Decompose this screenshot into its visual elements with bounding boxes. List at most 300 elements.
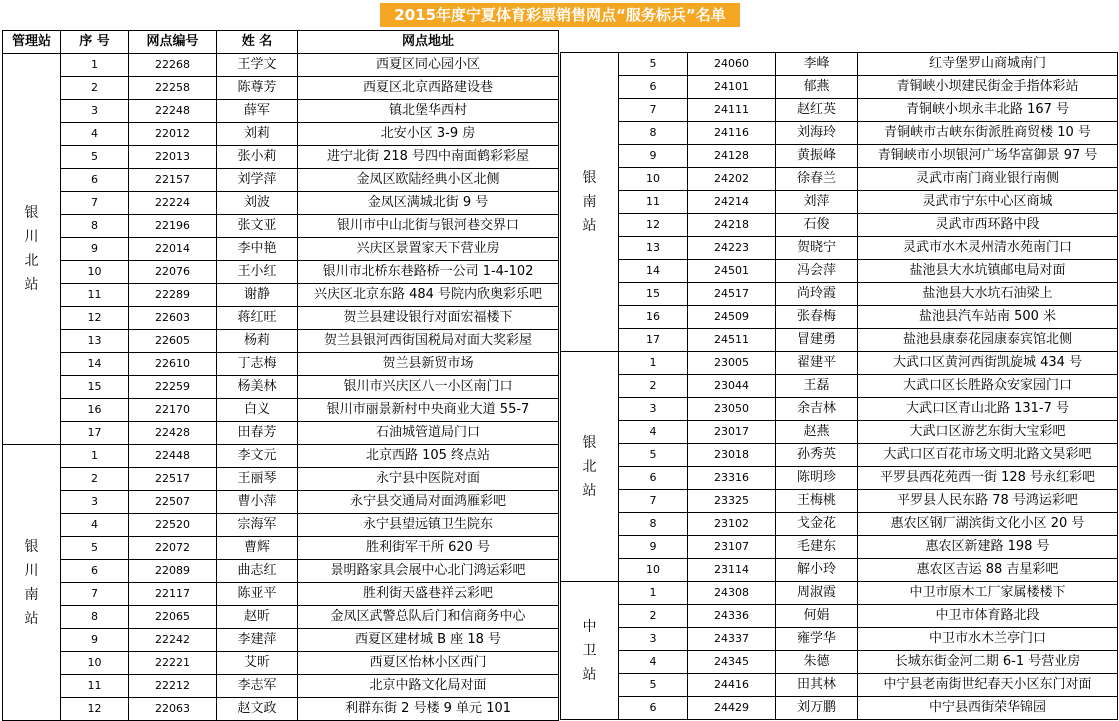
code-cell: 22089: [129, 560, 217, 583]
right-table: [560, 52, 1118, 720]
station-label: 中卫站: [582, 618, 597, 683]
seq-cell: 4: [619, 651, 688, 674]
seq-cell: 2: [619, 605, 688, 628]
table-row: [561, 467, 1118, 490]
name-cell: 曹辉: [217, 537, 298, 560]
name-cell: 赵文政: [217, 698, 298, 721]
table-row: [561, 168, 1118, 191]
table-row: [561, 122, 1118, 145]
table-row: [3, 146, 559, 169]
right-body: [561, 53, 1118, 720]
name-cell: 孙秀英: [776, 444, 858, 467]
name-cell: 谢静: [217, 284, 298, 307]
seq-cell: 2: [61, 468, 129, 491]
seq-cell: 8: [61, 215, 129, 238]
table-row: [561, 559, 1118, 582]
code-cell: 22448: [129, 445, 217, 468]
code-cell: 24337: [688, 628, 776, 651]
name-cell: 蒋红旺: [217, 307, 298, 330]
address-cell: 中卫市原木工厂家属楼楼下: [858, 582, 1118, 605]
seq-cell: 3: [61, 491, 129, 514]
table-row: [3, 652, 559, 675]
table-row: [3, 560, 559, 583]
code-cell: 24501: [688, 260, 776, 283]
address-cell: 大武口区青山北路 131-7 号: [858, 398, 1118, 421]
table-row: [561, 628, 1118, 651]
address-cell: 贺兰县建设银行对面宏福楼下: [298, 307, 559, 330]
table-row: [3, 537, 559, 560]
table-row: [3, 606, 559, 629]
table-row: [3, 284, 559, 307]
seq-cell: 1: [61, 54, 129, 77]
name-cell: 解小玲: [776, 559, 858, 582]
code-cell: 22242: [129, 629, 217, 652]
name-cell: 刘莉: [217, 123, 298, 146]
seq-cell: 13: [61, 330, 129, 353]
name-cell: 陈尊芳: [217, 77, 298, 100]
table-row: [3, 514, 559, 537]
seq-cell: 6: [619, 697, 688, 720]
seq-cell: 7: [619, 490, 688, 513]
seq-cell: 8: [619, 122, 688, 145]
name-cell: 张小莉: [217, 146, 298, 169]
table-row: [561, 398, 1118, 421]
table-row: [561, 513, 1118, 536]
table-row: [3, 583, 559, 606]
name-cell: 冯会萍: [776, 260, 858, 283]
address-cell: 大武口区黄河西街凯旋城 434 号: [858, 352, 1118, 375]
code-cell: 24308: [688, 582, 776, 605]
code-cell: 24517: [688, 283, 776, 306]
seq-cell: 8: [61, 606, 129, 629]
address-cell: 兴庆区北京东路 484 号院内欣奥彩乐吧: [298, 284, 559, 307]
address-cell: 西夏区建材城 B 座 18 号: [298, 629, 559, 652]
seq-cell: 10: [619, 168, 688, 191]
seq-cell: 11: [619, 191, 688, 214]
address-cell: 西夏区同心园小区: [298, 54, 559, 77]
address-cell: 中卫市体育路北段: [858, 605, 1118, 628]
station-label: 银川北站: [24, 205, 39, 293]
name-cell: 王丽琴: [217, 468, 298, 491]
name-cell: 毛建东: [776, 536, 858, 559]
table-row: [561, 191, 1118, 214]
code-cell: 24416: [688, 674, 776, 697]
name-cell: 宗海军: [217, 514, 298, 537]
address-cell: 银川市丽景新村中央商业大道 55-7: [298, 399, 559, 422]
seq-cell: 5: [619, 53, 688, 76]
table-row: [561, 214, 1118, 237]
address-cell: 灵武市宁东中心区商城: [858, 191, 1118, 214]
name-cell: 徐春兰: [776, 168, 858, 191]
address-cell: 灵武市水木灵州清水苑南门口: [858, 237, 1118, 260]
address-cell: 青铜峡小坝永丰北路 167 号: [858, 99, 1118, 122]
seq-cell: 7: [61, 192, 129, 215]
address-cell: 银川市中山北街与银河巷交界口: [298, 215, 559, 238]
code-cell: 24511: [688, 329, 776, 352]
table-row: [3, 422, 559, 445]
table-row: [3, 675, 559, 698]
address-cell: 北京西路 105 终点站: [298, 445, 559, 468]
table-row: [3, 238, 559, 261]
name-cell: 石俊: [776, 214, 858, 237]
name-cell: 陈明珍: [776, 467, 858, 490]
table-row: [561, 674, 1118, 697]
seq-cell: 5: [61, 146, 129, 169]
address-cell: 永宁县中医院对面: [298, 468, 559, 491]
name-cell: 王小红: [217, 261, 298, 284]
table-row: [561, 605, 1118, 628]
page-title: 2015年度宁夏体育彩票销售网点“服务标兵”名单: [380, 3, 740, 27]
left-body: [3, 54, 559, 721]
code-cell: 22507: [129, 491, 217, 514]
header-row: [3, 31, 559, 54]
name-cell: 白义: [217, 399, 298, 422]
name-cell: 赵燕: [776, 421, 858, 444]
name-cell: 李建萍: [217, 629, 298, 652]
name-cell: 贺晓宁: [776, 237, 858, 260]
table-row: [561, 352, 1118, 375]
table-row: [3, 77, 559, 100]
seq-cell: 6: [61, 560, 129, 583]
address-cell: 石油城管道局门口: [298, 422, 559, 445]
code-cell: 22259: [129, 376, 217, 399]
code-cell: 22248: [129, 100, 217, 123]
code-cell: 22603: [129, 307, 217, 330]
name-cell: 田春芳: [217, 422, 298, 445]
seq-cell: 12: [619, 214, 688, 237]
table-row: [561, 53, 1118, 76]
table-row: [561, 490, 1118, 513]
address-cell: 利群东街 2 号楼 9 单元 101: [298, 698, 559, 721]
name-cell: 赵昕: [217, 606, 298, 629]
name-cell: 杨莉: [217, 330, 298, 353]
code-cell: 22517: [129, 468, 217, 491]
code-cell: 22076: [129, 261, 217, 284]
seq-cell: 6: [61, 169, 129, 192]
name-cell: 丁志梅: [217, 353, 298, 376]
address-cell: 青铜峡小坝建民街金手指体彩站: [858, 76, 1118, 99]
code-cell: 23107: [688, 536, 776, 559]
seq-cell: 9: [61, 629, 129, 652]
address-cell: 灵武市西环路中段: [858, 214, 1118, 237]
seq-cell: 3: [619, 398, 688, 421]
code-cell: 23325: [688, 490, 776, 513]
address-cell: 银川市北桥东巷路桥一公司 1-4-102: [298, 261, 559, 284]
code-cell: 24223: [688, 237, 776, 260]
code-cell: 22428: [129, 422, 217, 445]
address-cell: 永宁县望远镇卫生院东: [298, 514, 559, 537]
code-cell: 24218: [688, 214, 776, 237]
station-label: 银北站: [582, 434, 597, 499]
address-cell: 惠农区新建路 198 号: [858, 536, 1118, 559]
table-row: [3, 445, 559, 468]
address-cell: 贺兰县银河西街国税局对面大奖彩屋: [298, 330, 559, 353]
seq-cell: 7: [61, 583, 129, 606]
name-cell: 陈亚平: [217, 583, 298, 606]
address-cell: 惠农区吉运 88 吉星彩吧: [858, 559, 1118, 582]
name-cell: 刘波: [217, 192, 298, 215]
seq-cell: 14: [619, 260, 688, 283]
address-cell: 镇北堡华西村: [298, 100, 559, 123]
code-cell: 24116: [688, 122, 776, 145]
code-cell: 22157: [129, 169, 217, 192]
name-cell: 田其林: [776, 674, 858, 697]
seq-cell: 9: [619, 145, 688, 168]
address-cell: 中宁县老南街世纪春天小区东门对面: [858, 674, 1118, 697]
table-row: [3, 491, 559, 514]
address-cell: 长城东街金河二期 6-1 号营业房: [858, 651, 1118, 674]
code-cell: 23018: [688, 444, 776, 467]
code-cell: 22268: [129, 54, 217, 77]
table-row: [3, 629, 559, 652]
left-table: [2, 30, 559, 721]
table-row: [561, 283, 1118, 306]
station-label: 银川南站: [24, 538, 39, 627]
seq-cell: 9: [61, 238, 129, 261]
header-seq: 序 号: [61, 31, 129, 54]
name-cell: 艾昕: [217, 652, 298, 675]
address-cell: 贺兰县新贸市场: [298, 353, 559, 376]
code-cell: 23102: [688, 513, 776, 536]
name-cell: 何娟: [776, 605, 858, 628]
table-row: [3, 54, 559, 77]
seq-cell: 2: [61, 77, 129, 100]
name-cell: 郁燕: [776, 76, 858, 99]
seq-cell: 4: [619, 421, 688, 444]
address-cell: 盐池县大水坑镇邮电局对面: [858, 260, 1118, 283]
header-name: 姓 名: [217, 31, 298, 54]
address-cell: 永宁县交通局对面鸿雁彩吧: [298, 491, 559, 514]
code-cell: 22196: [129, 215, 217, 238]
table-row: [3, 100, 559, 123]
address-cell: 中卫市水木兰亭门口: [858, 628, 1118, 651]
seq-cell: 15: [619, 283, 688, 306]
seq-cell: 9: [619, 536, 688, 559]
address-cell: 盐池县汽车站南 500 米: [858, 306, 1118, 329]
table-row: [3, 330, 559, 353]
name-cell: 薛军: [217, 100, 298, 123]
code-cell: 22610: [129, 353, 217, 376]
table-row: [3, 353, 559, 376]
code-cell: 22212: [129, 675, 217, 698]
code-cell: 24111: [688, 99, 776, 122]
seq-cell: 7: [619, 99, 688, 122]
code-cell: 24128: [688, 145, 776, 168]
station-cell: [561, 352, 619, 582]
station-cell: [561, 582, 619, 720]
code-cell: 22012: [129, 123, 217, 146]
table-row: [561, 444, 1118, 467]
code-cell: 24509: [688, 306, 776, 329]
table-row: [3, 215, 559, 238]
name-cell: 刘万鹏: [776, 697, 858, 720]
code-cell: 22065: [129, 606, 217, 629]
code-cell: 24060: [688, 53, 776, 76]
seq-cell: 5: [619, 674, 688, 697]
table-row: [561, 651, 1118, 674]
station-label: 银南站: [582, 170, 597, 234]
table-row: [561, 260, 1118, 283]
seq-cell: 16: [619, 306, 688, 329]
header-code: 网点编号: [129, 31, 217, 54]
name-cell: 戈金花: [776, 513, 858, 536]
address-cell: 红寺堡罗山商城南门: [858, 53, 1118, 76]
name-cell: 曹小萍: [217, 491, 298, 514]
table-row: [3, 399, 559, 422]
seq-cell: 8: [619, 513, 688, 536]
seq-cell: 3: [61, 100, 129, 123]
address-cell: 西夏区怡林小区西门: [298, 652, 559, 675]
table-row: [3, 307, 559, 330]
address-cell: 平罗县人民东路 78 号鸿运彩吧: [858, 490, 1118, 513]
code-cell: 22117: [129, 583, 217, 606]
seq-cell: 2: [619, 375, 688, 398]
address-cell: 平罗县西花苑西一街 128 号永红彩吧: [858, 467, 1118, 490]
name-cell: 尚玲霞: [776, 283, 858, 306]
address-cell: 盐池县康泰花园康泰宾馆北侧: [858, 329, 1118, 352]
address-cell: 大武口区百花市场文明北路文昊彩吧: [858, 444, 1118, 467]
name-cell: 雍学华: [776, 628, 858, 651]
address-cell: 北安小区 3-9 房: [298, 123, 559, 146]
code-cell: 22605: [129, 330, 217, 353]
code-cell: 24336: [688, 605, 776, 628]
address-cell: 金凤区欧陆经典小区北侧: [298, 169, 559, 192]
code-cell: 24101: [688, 76, 776, 99]
name-cell: 李志军: [217, 675, 298, 698]
name-cell: 张文亚: [217, 215, 298, 238]
name-cell: 赵红英: [776, 99, 858, 122]
address-cell: 金凤区武警总队后门和信商务中心: [298, 606, 559, 629]
seq-cell: 17: [619, 329, 688, 352]
name-cell: 刘海玲: [776, 122, 858, 145]
code-cell: 24202: [688, 168, 776, 191]
seq-cell: 3: [619, 628, 688, 651]
header-address: 网点地址: [298, 31, 559, 54]
table-row: [561, 582, 1118, 605]
address-cell: 银川市兴庆区八一小区南门口: [298, 376, 559, 399]
header-station: 管理站: [3, 31, 61, 54]
table-row: [3, 698, 559, 721]
seq-cell: 11: [61, 284, 129, 307]
code-cell: 24345: [688, 651, 776, 674]
name-cell: 李文元: [217, 445, 298, 468]
address-cell: 青铜峡市古峡东街派胜商贸楼 10 号: [858, 122, 1118, 145]
code-cell: 22520: [129, 514, 217, 537]
address-cell: 西夏区北京西路建设巷: [298, 77, 559, 100]
seq-cell: 13: [619, 237, 688, 260]
name-cell: 刘萍: [776, 191, 858, 214]
code-cell: 23050: [688, 398, 776, 421]
seq-cell: 5: [61, 537, 129, 560]
name-cell: 刘学萍: [217, 169, 298, 192]
address-cell: 兴庆区景置家天下营业房: [298, 238, 559, 261]
code-cell: 23017: [688, 421, 776, 444]
code-cell: 22014: [129, 238, 217, 261]
code-cell: 22221: [129, 652, 217, 675]
seq-cell: 17: [61, 422, 129, 445]
seq-cell: 5: [619, 444, 688, 467]
address-cell: 北京中路文化局对面: [298, 675, 559, 698]
code-cell: 23044: [688, 375, 776, 398]
name-cell: 张春梅: [776, 306, 858, 329]
table-row: [561, 536, 1118, 559]
table-row: [3, 261, 559, 284]
name-cell: 杨美林: [217, 376, 298, 399]
table-row: [561, 99, 1118, 122]
table-row: [3, 169, 559, 192]
seq-cell: 1: [619, 352, 688, 375]
address-cell: 灵武市南门商业银行南侧: [858, 168, 1118, 191]
code-cell: 22063: [129, 698, 217, 721]
name-cell: 李中艳: [217, 238, 298, 261]
code-cell: 22289: [129, 284, 217, 307]
code-cell: 23005: [688, 352, 776, 375]
table-row: [561, 375, 1118, 398]
address-cell: 景明路家具会展中心北门鸿运彩吧: [298, 560, 559, 583]
seq-cell: 10: [619, 559, 688, 582]
table-row: [561, 306, 1118, 329]
table-row: [561, 697, 1118, 720]
code-cell: 22013: [129, 146, 217, 169]
address-cell: 大武口区长胜路众安家园门口: [858, 375, 1118, 398]
address-cell: 中宁县西街荣华锦园: [858, 697, 1118, 720]
address-cell: 金凤区满城北街 9 号: [298, 192, 559, 215]
station-cell: [3, 54, 61, 445]
name-cell: 冒建勇: [776, 329, 858, 352]
name-cell: 曲志红: [217, 560, 298, 583]
address-cell: 惠农区钢厂湖滨街文化小区 20 号: [858, 513, 1118, 536]
station-cell: [3, 445, 61, 721]
station-cell: [561, 53, 619, 352]
table-row: [3, 376, 559, 399]
seq-cell: 4: [61, 514, 129, 537]
code-cell: 24429: [688, 697, 776, 720]
seq-cell: 10: [61, 652, 129, 675]
seq-cell: 15: [61, 376, 129, 399]
code-cell: 24214: [688, 191, 776, 214]
seq-cell: 12: [61, 307, 129, 330]
table-row: [561, 76, 1118, 99]
address-cell: 胜利街军干所 620 号: [298, 537, 559, 560]
name-cell: 翟建平: [776, 352, 858, 375]
seq-cell: 6: [619, 467, 688, 490]
address-cell: 胜利街天盛巷祥云彩吧: [298, 583, 559, 606]
table-row: [3, 468, 559, 491]
seq-cell: 4: [61, 123, 129, 146]
address-cell: 大武口区游艺东街大宝彩吧: [858, 421, 1118, 444]
code-cell: 22072: [129, 537, 217, 560]
code-cell: 23316: [688, 467, 776, 490]
address-cell: 进宁北街 218 号四中南面鹤彩彩屋: [298, 146, 559, 169]
name-cell: 王梅桃: [776, 490, 858, 513]
seq-cell: 16: [61, 399, 129, 422]
address-cell: 盐池县大水坑石油梁上: [858, 283, 1118, 306]
seq-cell: 12: [61, 698, 129, 721]
table-row: [561, 237, 1118, 260]
seq-cell: 14: [61, 353, 129, 376]
table-row: [561, 421, 1118, 444]
name-cell: 余吉林: [776, 398, 858, 421]
name-cell: 王学文: [217, 54, 298, 77]
table-row: [3, 123, 559, 146]
code-cell: 23114: [688, 559, 776, 582]
seq-cell: 1: [619, 582, 688, 605]
seq-cell: 1: [61, 445, 129, 468]
code-cell: 22224: [129, 192, 217, 215]
table-row: [561, 329, 1118, 352]
name-cell: 朱德: [776, 651, 858, 674]
code-cell: 22170: [129, 399, 217, 422]
